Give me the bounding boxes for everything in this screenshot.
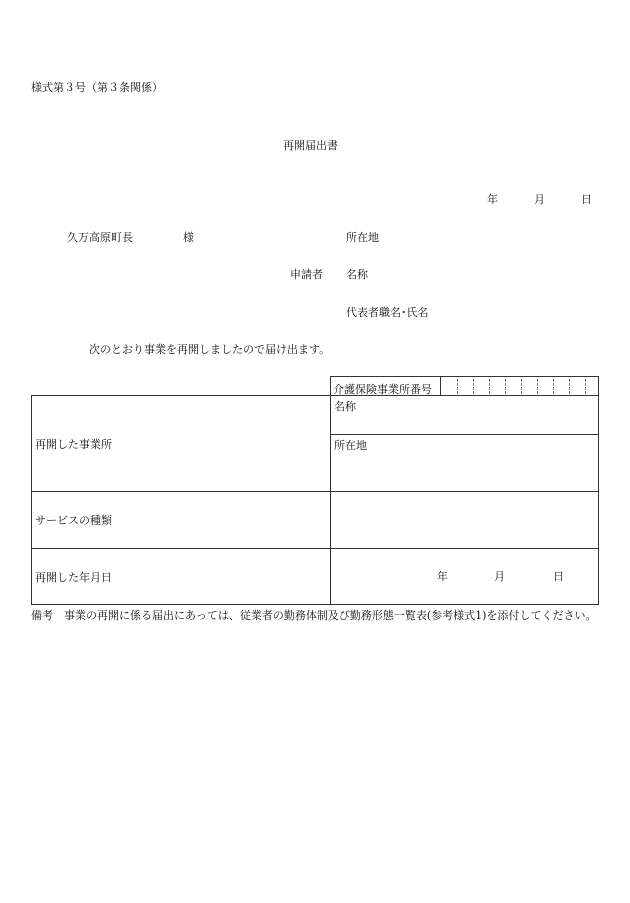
office-label: 再開した事業所 (35, 437, 112, 451)
reopen-day-label: 日 (553, 570, 564, 583)
date-day-label: 日 (581, 193, 592, 206)
form-number: 様式第３号（第３条関係） (31, 81, 163, 94)
office-number-label: 介護保険事業所番号 (333, 383, 432, 396)
addressee-honorific: 様 (183, 231, 194, 244)
digit-divider (585, 379, 586, 394)
digit-divider (569, 379, 570, 394)
digit-divider (553, 379, 554, 394)
statement-text: 次のとおり事業を再開しましたので届け出ます。 (89, 343, 331, 356)
applicant-representative-label: 代表者職名･氏名 (346, 306, 429, 319)
digit-divider (521, 379, 522, 394)
reopen-date-field[interactable] (331, 549, 598, 604)
document-title: 再開届出書 (283, 139, 338, 152)
office-number-digits[interactable] (441, 377, 598, 396)
table-row-service (32, 492, 598, 549)
digit-divider (505, 379, 506, 394)
digit-divider (457, 379, 458, 394)
office-value-cell (331, 396, 598, 491)
office-label-cell (32, 396, 331, 491)
applicant-section-label: 申請者 (290, 268, 323, 281)
office-address-field[interactable] (331, 435, 598, 491)
digit-divider (489, 379, 490, 394)
remarks-note: 備考 事業の再開に係る届出にあっては、従業者の勤務体制及び勤務形態一覧表(参考様式1)を添付してください。 (31, 609, 597, 622)
digit-divider (473, 379, 474, 394)
info-table (31, 395, 599, 605)
office-number-label-cell (331, 377, 441, 396)
office-number-box (330, 376, 599, 396)
table-row-office (32, 396, 598, 492)
reopen-month-label: 月 (494, 570, 505, 583)
office-name-field[interactable] (331, 396, 598, 435)
applicant-address-label: 所在地 (346, 231, 379, 244)
applicant-name-label: 名称 (346, 268, 368, 281)
table-row-date (32, 549, 598, 604)
service-label: サービスの種類 (35, 514, 112, 527)
date-year-label: 年 (487, 193, 498, 206)
addressee-name: 久万高原町長 (67, 231, 133, 244)
reopen-year-label: 年 (437, 570, 448, 583)
reopen-date-label: 再開した年月日 (35, 570, 112, 584)
reopen-date-label-cell (32, 549, 331, 604)
office-address-label: 所在地 (334, 439, 367, 452)
digit-divider (537, 379, 538, 394)
service-label-cell (32, 492, 331, 548)
date-month-label: 月 (534, 193, 545, 206)
office-name-label: 名称 (334, 400, 356, 413)
service-value-field[interactable] (331, 492, 598, 548)
